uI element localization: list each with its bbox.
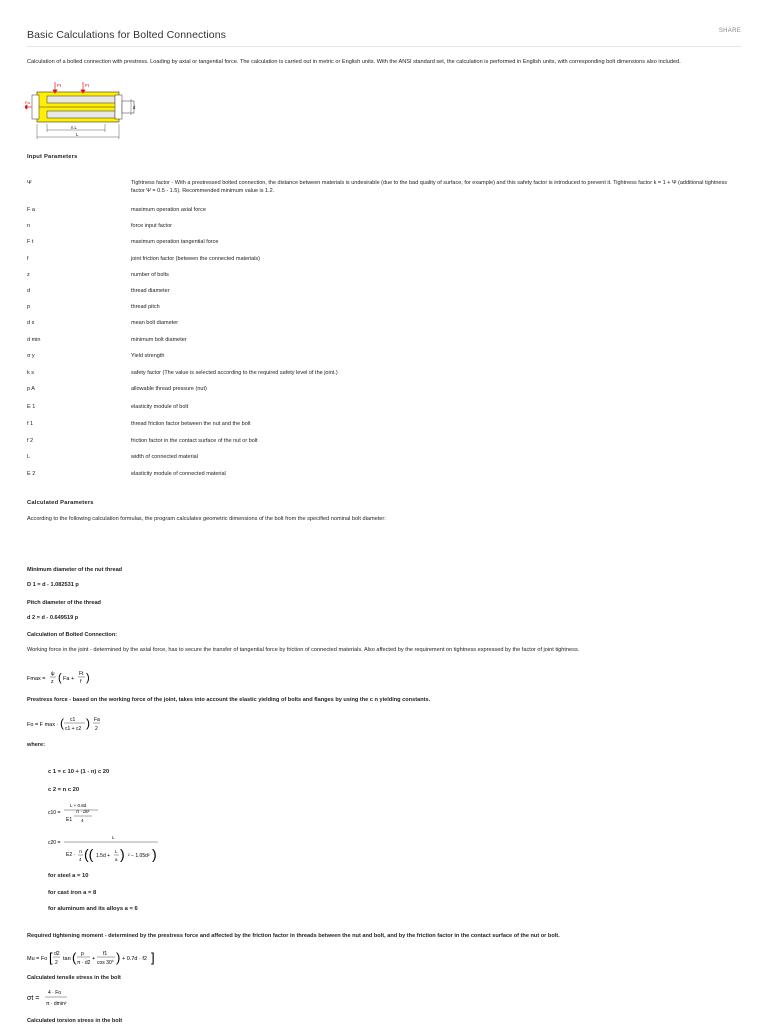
parameter-symbol: F a bbox=[27, 207, 35, 213]
svg-text:): ) bbox=[86, 672, 90, 684]
svg-text:Fo = F max ·: Fo = F max · bbox=[27, 722, 59, 728]
parameter-symbol: f 1 bbox=[27, 421, 34, 427]
parameter-symbol: d s bbox=[27, 320, 35, 326]
svg-text:+: + bbox=[92, 956, 96, 962]
fmax-formula bbox=[27, 667, 107, 689]
bolted-connection-diagram bbox=[25, 80, 140, 150]
page-header bbox=[27, 24, 741, 47]
svg-text:): ) bbox=[152, 846, 157, 862]
svg-text:f: f bbox=[80, 679, 82, 685]
pitch-diameter-formula: d 2 = d - 0.649519 p bbox=[27, 615, 79, 621]
svg-text:1.5d +: 1.5d + bbox=[96, 853, 111, 859]
svg-text:4: 4 bbox=[81, 818, 84, 823]
parameter-symbol: p bbox=[27, 304, 31, 310]
share-button[interactable]: SHARE bbox=[718, 28, 741, 34]
parameter-description: elasticity module of connected material bbox=[131, 471, 226, 477]
cast-iron-note: for cast iron a = 8 bbox=[48, 890, 97, 896]
c20-formula bbox=[48, 832, 168, 868]
parameter-description: minimum bolt diameter bbox=[131, 337, 187, 343]
parameter-symbol: d bbox=[27, 288, 31, 294]
svg-text:Fa +: Fa + bbox=[63, 676, 75, 682]
pitch-diameter-label: Pitch diameter of the thread bbox=[27, 600, 101, 606]
min-diameter-label: Minimum diameter of the nut thread bbox=[27, 567, 123, 573]
working-force-text: Working force in the joint - determined by the axial force, has to secure the transfer of tangential force by friction of connected materials. Also affected by the requirement on tightness expressed by the factor of joint tightness. bbox=[27, 647, 580, 653]
prestress-text: Prestress force - based on the working force of the joint, takes into account the elastic yielding of bolts and flanges by using the c n yielding constants. bbox=[27, 697, 431, 703]
svg-text:π · ds²: π · ds² bbox=[76, 809, 90, 814]
svg-text:): ) bbox=[116, 950, 121, 965]
tensile-stress-label: Calculated tensile stress in the bolt bbox=[27, 975, 121, 981]
page-title: Basic Calculations for Bolted Connections bbox=[27, 29, 227, 41]
svg-text:a: a bbox=[115, 857, 118, 862]
parameter-symbol: L bbox=[27, 454, 31, 460]
bolted-connection-heading: Calculation of Bolted Connection: bbox=[27, 632, 118, 638]
svg-text:+ 0.7d · f2: + 0.7d · f2 bbox=[122, 956, 147, 962]
parameter-description: thread friction factor between the nut and the bolt bbox=[131, 421, 251, 427]
svg-text:]: ] bbox=[151, 950, 155, 965]
svg-text:): ) bbox=[86, 716, 90, 730]
c2-formula: c 2 = n c 20 bbox=[48, 787, 80, 793]
bolt-upper bbox=[47, 96, 115, 103]
parameter-symbol: σ y bbox=[27, 353, 35, 359]
svg-text:(: ( bbox=[58, 672, 62, 684]
parameter-description: force input factor bbox=[131, 223, 172, 229]
svg-text:4 · Fo: 4 · Fo bbox=[48, 990, 62, 996]
svg-text:Fmax =: Fmax = bbox=[27, 676, 46, 682]
parameter-symbol: E 2 bbox=[27, 471, 36, 477]
svg-text:2: 2 bbox=[55, 960, 58, 966]
bolt-lower bbox=[47, 111, 115, 118]
parameter-description: thread diameter bbox=[131, 288, 170, 294]
svg-text:4: 4 bbox=[79, 857, 82, 862]
svg-text:2: 2 bbox=[95, 726, 98, 732]
torsion-stress-label: Calculated torsion stress in the bolt bbox=[27, 1018, 123, 1024]
svg-text:(: ( bbox=[60, 716, 64, 730]
min-diameter-formula: D 1 = d - 1.082531 p bbox=[27, 582, 79, 588]
ft-label-2: Ft bbox=[85, 83, 89, 88]
svg-text:c10 =: c10 = bbox=[48, 810, 61, 816]
ft-label-1: Ft bbox=[57, 83, 61, 88]
svg-text:π: π bbox=[79, 849, 83, 854]
svg-text:L + 0.8d: L + 0.8d bbox=[70, 803, 87, 808]
parameter-symbol: k s bbox=[27, 370, 35, 376]
parameter-description: elasticity module of bolt bbox=[131, 404, 189, 410]
svg-text:f1: f1 bbox=[103, 951, 108, 957]
steel-note: for steel a = 10 bbox=[48, 873, 89, 879]
svg-text:c1: c1 bbox=[70, 717, 76, 723]
parameter-description: Tightness factor - With a prestressed bolted connection, the distance between materials is undesirable (due to the bad quality of surface, for example) and this safety factor is introduced to prevent it. Tightness factor k = 1 + Ψ (additional tightness factor Ψ = 0.5 - 1.5). Recommended minimum value is 1.2. bbox=[131, 180, 727, 194]
svg-text:((: (( bbox=[84, 846, 94, 862]
parameter-description: thread pitch bbox=[131, 304, 160, 310]
svg-text:c1 + c2: c1 + c2 bbox=[65, 726, 82, 732]
where-label: where: bbox=[27, 742, 46, 748]
c1-formula: c 1 = c 10 + (1 - n) c 20 bbox=[48, 769, 110, 775]
parameter-symbol: F t bbox=[27, 239, 34, 245]
parameter-description: Yield strength bbox=[131, 353, 165, 359]
svg-text:(: ( bbox=[72, 950, 77, 965]
parameter-description: maximum operation axial force bbox=[131, 207, 206, 213]
parameter-symbol: z bbox=[27, 272, 30, 278]
aluminum-note: for aluminum and its alloys a = 6 bbox=[48, 906, 138, 912]
parameter-symbol: f 2 bbox=[27, 438, 34, 444]
parameter-description: allowable thread pressure (nut) bbox=[131, 386, 207, 392]
tightening-moment-text: Required tightening moment - determined by the prestress force and affected by the friction factor in threads between the nut and bolt, and by the friction factor in the contact surface of the nut or bolt. bbox=[27, 933, 560, 939]
svg-text:ψ: ψ bbox=[51, 671, 55, 677]
svg-text:L: L bbox=[112, 835, 115, 840]
svg-text:cos 30°: cos 30° bbox=[97, 960, 114, 966]
parameter-description: number of bolts bbox=[131, 272, 169, 278]
svg-text:L: L bbox=[115, 849, 118, 854]
c10-formula bbox=[48, 800, 128, 830]
parameter-symbol: f bbox=[27, 256, 29, 262]
parameter-symbol: Ψ bbox=[27, 180, 32, 186]
calculated-parameters-heading: Calculated Parameters bbox=[27, 500, 94, 506]
svg-text:² − 1.05d²: ² − 1.05d² bbox=[128, 853, 150, 859]
parameter-symbol: E 1 bbox=[27, 404, 36, 410]
svg-text:c20 =: c20 = bbox=[48, 840, 61, 846]
fa-label: Fa bbox=[25, 100, 30, 105]
parameter-description: joint friction factor (between the connected materials) bbox=[131, 256, 261, 262]
svg-text:E1: E1 bbox=[66, 817, 73, 823]
intro-paragraph: Calculation of a bolted connection with prestress. Loading by axial or tangential force. The calculation is carried out in metric or English units. With the ANSI standard set, the calculation is performed in English units, with corresponding bolt dimensions also included. bbox=[27, 59, 681, 65]
parameter-description: width of connected material bbox=[131, 454, 198, 460]
svg-text:): ) bbox=[120, 846, 125, 862]
parameter-description: friction factor in the contact surface of the nut or bolt bbox=[131, 438, 258, 444]
svg-text:tan: tan bbox=[63, 956, 71, 962]
parameter-description: maximum operation tangential force bbox=[131, 239, 219, 245]
svg-text:d2: d2 bbox=[54, 951, 60, 957]
svg-text:π · dmin²: π · dmin² bbox=[46, 1001, 67, 1007]
svg-text:p: p bbox=[81, 951, 84, 957]
input-parameters-heading: Input Parameters bbox=[27, 154, 78, 160]
prestress-formula bbox=[27, 713, 117, 735]
svg-text:π · d2: π · d2 bbox=[77, 960, 91, 966]
nl-dimension: n.L bbox=[71, 125, 77, 130]
parameter-description: safety factor (The value is selected according to the required safety level of the joint.) bbox=[131, 370, 338, 376]
parameter-symbol: n bbox=[27, 223, 31, 229]
svg-text:z: z bbox=[51, 679, 54, 685]
tensile-stress-formula bbox=[27, 986, 87, 1010]
svg-text:σt =: σt = bbox=[27, 995, 40, 1002]
parameter-symbol: p A bbox=[27, 386, 35, 392]
parameter-description: mean bolt diameter bbox=[131, 320, 179, 326]
l-dimension: L bbox=[76, 132, 79, 137]
calc-intro: According to the following calculation formulas, the program calculates geometric dimensions of the bolt from the specified nominal bolt diameter: bbox=[27, 516, 386, 522]
svg-text:Ft: Ft bbox=[79, 671, 84, 677]
tightening-moment-formula bbox=[27, 946, 167, 970]
svg-text:Mu = Fo: Mu = Fo bbox=[27, 956, 48, 962]
svg-text:E2 ·: E2 · bbox=[66, 852, 76, 858]
svg-text:[: [ bbox=[49, 950, 53, 965]
d-dimension: d bbox=[133, 105, 136, 110]
parameter-symbol: d min bbox=[27, 337, 41, 343]
svg-text:Fa: Fa bbox=[94, 717, 100, 723]
